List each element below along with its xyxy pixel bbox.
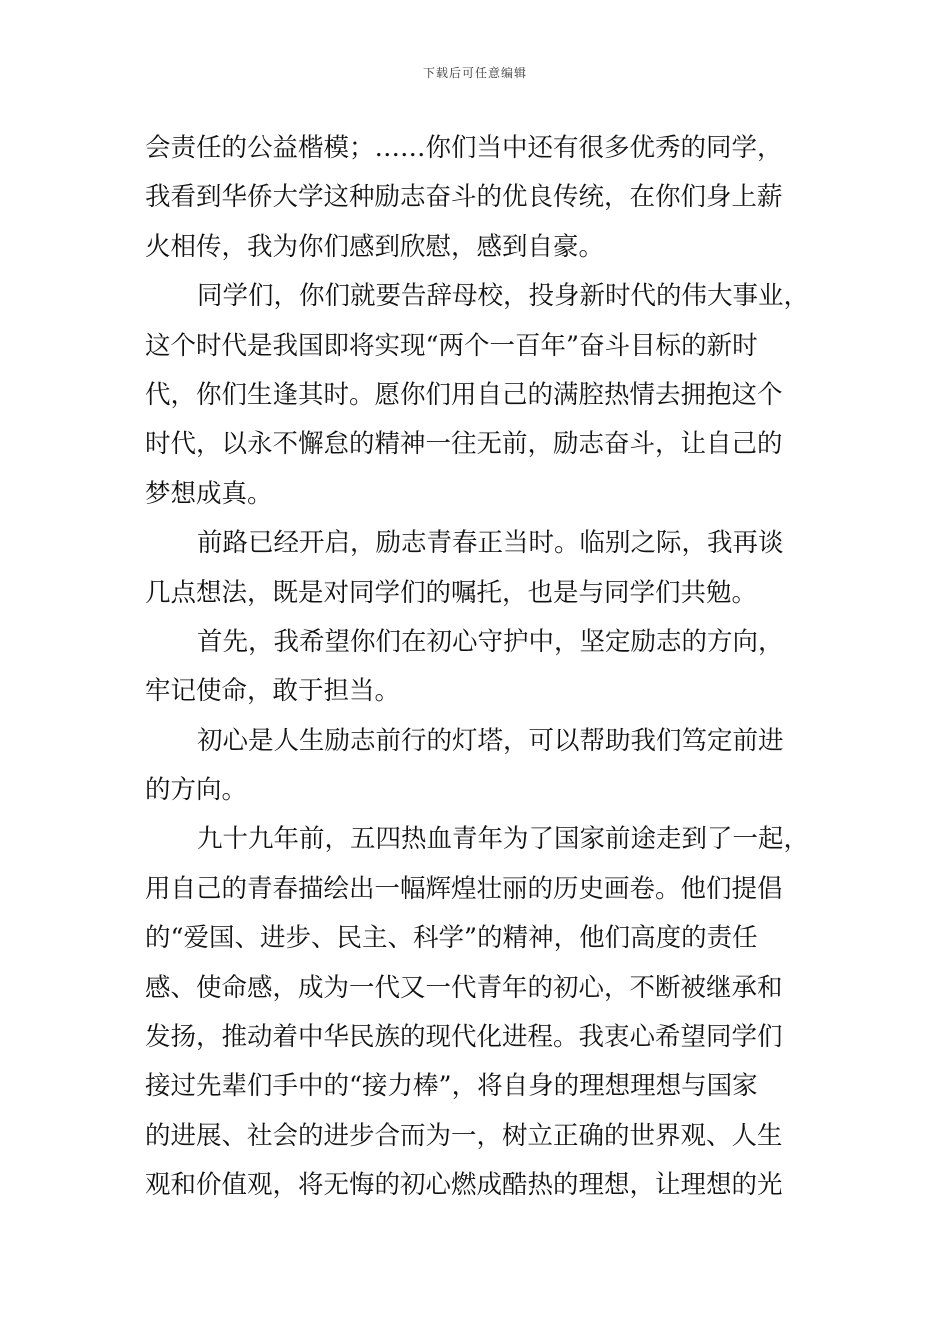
text-line: 牢记使命，敢于担当。 xyxy=(145,676,401,707)
text-line: 同学们，你们就要告辞母校，投身新时代的伟大事业， xyxy=(197,281,810,312)
text-line: 我看到华侨大学这种励志奋斗的优良传统，在你们身上薪 xyxy=(145,182,783,213)
text-line: 时代，以永不懈怠的精神一往无前，励志奋斗，让自己的 xyxy=(145,429,783,460)
text-line: 的进展、社会的进步合而为一，树立正确的世界观、人生 xyxy=(145,1120,783,1151)
text-line: 感、使命感，成为一代又一代青年的初心，不断被继承和 xyxy=(145,972,783,1003)
text-line: 会责任的公益楷模；……你们当中还有很多优秀的同学， xyxy=(145,133,783,163)
text-line: 发扬，推动着中华民族的现代化进程。我衷心希望同学们 xyxy=(145,1022,783,1053)
text-line: 观和价值观，将无悔的初心燃成酷热的理想，让理想的光 xyxy=(145,1170,783,1201)
text-line: 火相传，我为你们感到欣慰，感到自豪。 xyxy=(145,231,605,262)
document-body xyxy=(145,124,813,1211)
text-line: 用自己的青春描绘出一幅辉煌壮丽的历史画卷。他们提倡 xyxy=(145,873,783,904)
text-line: 代，你们生逢其时。愿你们用自己的满腔热情去拥抱这个 xyxy=(145,379,783,410)
text-line: 梦想成真。 xyxy=(145,478,273,509)
text-line: 初心是人生励志前行的灯塔，可以帮助我们笃定前进 xyxy=(197,725,784,756)
text-line: 的“爱国、进步、民主、科学”的精神，他们高度的责任 xyxy=(145,923,758,954)
text-line: 首先，我希望你们在初心守护中，坚定励志的方向， xyxy=(197,626,784,657)
page-header-note: 下载后可任意编辑 xyxy=(422,66,527,80)
text-line: 前路已经开启，励志青春正当时。临别之际，我再谈 xyxy=(197,528,784,559)
text-line: 的方向。 xyxy=(145,775,248,806)
text-line: 接过先辈们手中的“接力棒”，将自身的理想理想与国家 xyxy=(145,1071,758,1102)
text-line: 九十九年前，五四热血青年为了国家前途走到了一起， xyxy=(197,824,810,855)
text-line: 几点想法，既是对同学们的嘱托，也是与同学们共勉。 xyxy=(145,577,758,608)
text-line: 这个时代是我国即将实现“两个一百年”奋斗目标的新时 xyxy=(145,330,758,361)
